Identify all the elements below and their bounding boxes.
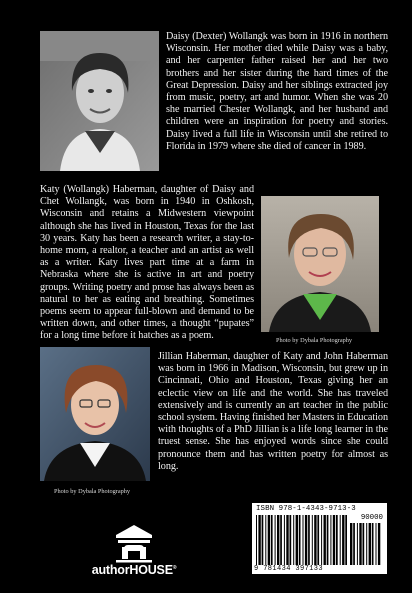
publisher-logo — [86, 521, 182, 581]
isbn-text: ISBN 978-1-4343-9713-3 — [256, 505, 356, 513]
ean-digits: 9 781434 397133 — [254, 565, 324, 573]
photo-credit-jillian: Photo by Dybala Photography — [54, 488, 131, 495]
ean-barcode-bars — [256, 515, 348, 565]
publisher-name: authorHOUSE® — [91, 563, 177, 577]
photo-jillian — [40, 347, 150, 481]
barcode — [252, 503, 387, 574]
publisher-emblem-icon — [86, 521, 182, 563]
price-code: 90000 — [360, 514, 383, 522]
photo-katy — [261, 196, 379, 332]
photo-credit-katy: Photo by Dybala Photography — [276, 337, 353, 344]
bio-daisy: Daisy (Dexter) Wollangk was born in 1916 in northern Wisconsin. Her mother died while Daisy was a baby, and her carpenter father raised her and her two brothers and her sister during the hard times of the Great Depression. Daisy and her siblings extracted joy from music, poetry, art and humor. When she was 20 she married Chester Wollangk, and her husband and children were an inspiration for poetry and stories. Daisy lived a full life in Wisconsin until she retired to Florida in 1979 where she died of cancer in 1989. — [166, 31, 388, 152]
bio-jillian: Jillian Haberman, daughter of Katy and John Haberman was born in 1966 in Madison, Wisconsin, but grew up in Cincinnati, Ohio and Houston, Texas giving her an eclectic view on life and the world. She has traveled extensively and is currently an art teacher in the public school system. Having finished her Masters in Education with thoughts of a PhD Jillian is a life long learner in the truest sense. She has enjoyed words since she could pronounce them and has written poetry for almost as long. — [158, 351, 388, 472]
addon-barcode-bars — [350, 523, 382, 565]
photo-daisy — [40, 31, 159, 171]
bio-katy: Katy (Wollangk) Haberman, daughter of Daisy and Chet Wollangk, was born in 1940 in Oshkosh, Wisconsin and retains a Midwestern viewpoint although she has lived in Houston, Texas for the last 30 years. Katy has been a research writer, a stay-to-home mom, a realtor, a teacher and an artist as well as a writer. Katy lives part time at a farm in Nebraska where she is active in art and poetry groups. Writing poetry and prose has always been as natural to her as eating and breathing. Sometimes poems seem to appear full-blown and demand to be written down, and other times, a thought “pupates” for a long time before it hatches as a poem. — [40, 184, 254, 342]
